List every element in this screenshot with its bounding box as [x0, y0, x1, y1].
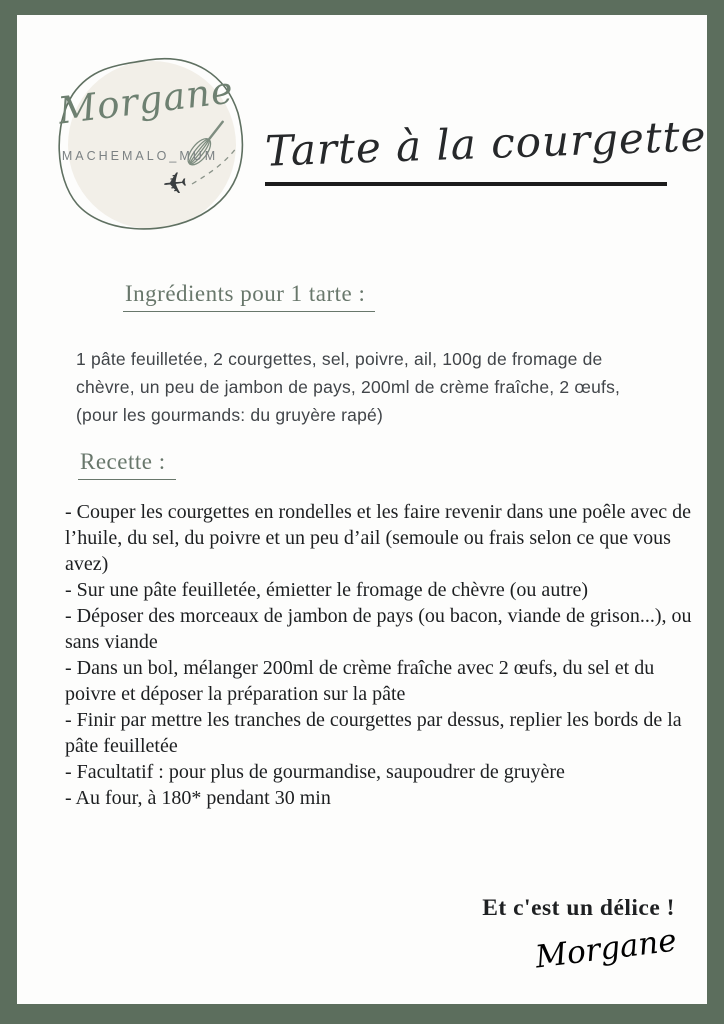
- recipe-step: - Déposer des morceaux de jambon de pays (ou bacon, viande de grison...), ou sans viande: [65, 605, 692, 653]
- recipe-step: - Finir par mettre les tranches de courgettes par dessus, replier les bords de la pâte feuilletée: [65, 709, 682, 757]
- recipe-step: - Facultatif : pour plus de gourmandise, saupoudrer de gruyère: [65, 761, 565, 783]
- ingredients-heading: Ingrédients pour 1 tarte :: [123, 281, 375, 312]
- brand-logo: [50, 53, 252, 235]
- logo-brand-name: Morgane: [55, 68, 237, 133]
- recipe-step: - Au four, à 180* pendant 30 min: [65, 787, 331, 809]
- recipe-steps-list: [65, 499, 697, 811]
- ingredients-text: 1 pâte feuilletée, 2 courgettes, sel, poivre, ail, 100g de fromage de chèvre, un peu de jambon de pays, 200ml de crème fraîche, 2 œufs, (pour les gourmands: du gruyère rapé): [76, 349, 621, 425]
- signature: Morgane: [533, 922, 679, 976]
- recipe-step: - Dans un bol, mélanger 200ml de crème fraîche avec 2 œufs, du sel et du poivre et déposer la préparation sur la pâte: [65, 657, 655, 705]
- recipe-heading: Recette :: [78, 449, 176, 480]
- recipe-page: [17, 15, 707, 1004]
- plane-icon: ✈: [160, 165, 190, 204]
- recipe-step: - Sur une pâte feuilletée, émietter le fromage de chèvre (ou autre): [65, 579, 589, 601]
- title-block: [264, 111, 708, 186]
- recipe-step: - Couper les courgettes en rondelles et les faire revenir dans une poêle avec de l’huile, du sel, du poivre et un peu d’ail (semoule ou frais selon ce que vous avez): [65, 501, 692, 575]
- closing-line: Et c'est un délice !: [482, 895, 675, 921]
- page-title: Tarte à la courgette: [264, 111, 708, 176]
- logo-handle: MACHEMALO_MUM: [61, 149, 219, 163]
- title-underline: [265, 182, 667, 186]
